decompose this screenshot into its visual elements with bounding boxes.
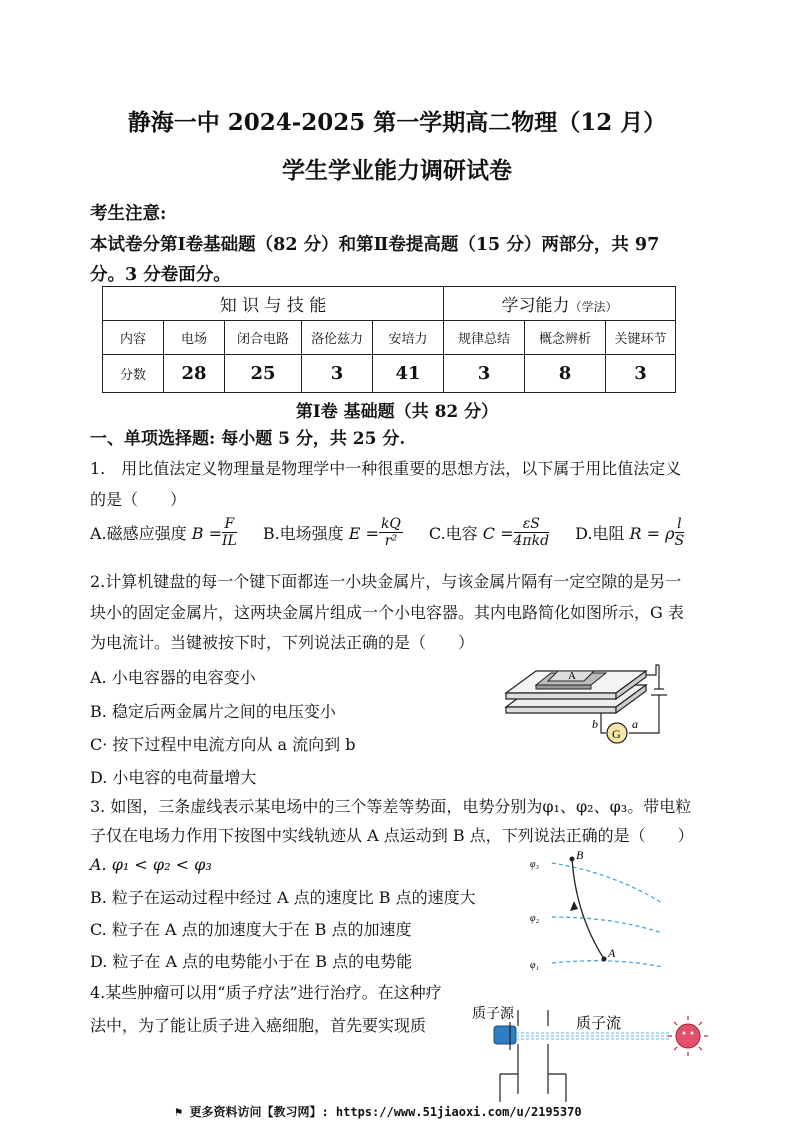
q4-line1: 4.某些肿瘤可以用“质子疗法”进行治疗。在这种疗 (90, 983, 442, 1002)
table-cell: 41 (373, 355, 444, 393)
table-group-knowledge: 知 识 与 技 能 (103, 287, 444, 321)
fig-a-label: a (632, 717, 638, 731)
q3-option-a: A. φ₁ < φ₂ < φ₃ (90, 855, 212, 874)
table-cell: 分数 (103, 355, 164, 393)
table-cell: 洛伦兹力 (302, 321, 373, 355)
table-cell: 3 (302, 355, 373, 393)
notice-line1: 本试卷分第Ⅰ卷基础题（82 分）和第Ⅱ卷提高题（15 分）两部分，共 97 (90, 235, 660, 255)
q1-option-a: A.磁感应强度 B = (90, 524, 222, 543)
section-subheading: 一、单项选择题: 每小题 5 分，共 25 分. (90, 429, 406, 449)
table-cell: 8 (525, 355, 606, 393)
q1-option-c: C.电容 C = (428, 524, 514, 543)
q1-a-fraction: $\frac{F}{IL}$ (222, 516, 237, 549)
table-cell: 规律总结 (444, 321, 525, 355)
table-cell: 28 (164, 355, 225, 393)
table-score-row (103, 355, 676, 393)
table-cell: 25 (225, 355, 302, 393)
q1-c-fraction: $\frac{\varepsilon S}{\text{4πkd}}$ (513, 516, 550, 549)
q4-line2: 法中，为了能让质子进入癌细胞，首先要实现质 (90, 1016, 427, 1035)
fig-phi1-label: φ₁ (530, 960, 540, 971)
cancer-cell-icon (676, 1024, 700, 1048)
q2-line3: 为电流计。当键被按下时，下列说法正确的是（ ） (90, 633, 475, 652)
table-cell: 内容 (103, 321, 164, 355)
q2-option-c: C· 按下过程中电流方向从 a 流向到 b (90, 735, 356, 754)
table-cell: 闭合电路 (225, 321, 302, 355)
table-group-ability (444, 287, 676, 321)
page-title: 静海一中 2024-2025 第一学期高二物理（12 月） (127, 109, 667, 136)
q1-d-fraction: $\frac{l}{S}$ (674, 516, 685, 549)
q3-option-b: B. 粒子在运动过程中经过 A 点的速度比 B 点的速度大 (90, 888, 476, 907)
fig-flow-label: 质子流 (576, 1016, 622, 1032)
table-cell: 3 (444, 355, 525, 393)
q2-line2: 块小的固定金属片，这两块金属片组成一个小电容器。其内电路简化如图所示，G 表 (90, 603, 684, 622)
section-heading: 第Ⅰ卷 基础题（共 82 分） (295, 402, 499, 422)
footer-text: 更多资料访问【教习网】: https://www.51jiaoxi.com/u/2195370 (189, 1105, 582, 1119)
q1-line1: 1. 用比值法定义物理量是物理学中一种很重要的思想方法，以下属于用比值法定义 (90, 459, 682, 478)
fig-phi2-label: φ₂ (530, 913, 540, 924)
q2-line1: 2.计算机键盘的每一个键下面都连一小块金属片，与该金属片隔有一定空隙的是另一 (90, 572, 682, 591)
table-cell: 概念辨析 (525, 321, 606, 355)
proton-therapy-figure (470, 998, 726, 1102)
page-subtitle: 学生学业能力调研试卷 (282, 157, 512, 184)
q3-line2: 子仅在电场力作用下按图中实线轨迹从 A 点运动到 B 点，下列说法正确的是（ ） (90, 826, 694, 845)
q1-option-b: B.电场强度 E = (262, 524, 379, 543)
q1-line2: 的是（ ） (90, 490, 187, 509)
q1-options (90, 516, 684, 549)
fig-point-b: B (576, 848, 584, 862)
fig-source-label: 质子源 (472, 1007, 514, 1022)
q3-line1: 3. 如图，三条虚线表示某电场中的三个等差等势面，电势分别为φ₁、φ₂、φ₃。带电粒 (90, 797, 692, 816)
fig-b-label: b (592, 717, 598, 731)
ability-label: 学习能力 (501, 296, 570, 316)
flag-icon: ⚑ (175, 1105, 190, 1119)
fig-key-label: A (568, 670, 576, 682)
fig-point-a: A (608, 946, 616, 960)
notice-line2: 分。3 分卷面分。 (90, 265, 231, 285)
q3-option-d: D. 粒子在 A 点的电势能小于在 B 点的电势能 (90, 952, 413, 971)
score-table (102, 286, 676, 393)
fig-phi3-label: φ₃ (530, 859, 540, 870)
fig-g-label: G (612, 727, 621, 741)
table-cell: 电场 (164, 321, 225, 355)
equipotential-figure (524, 845, 674, 975)
ability-note: （学法） (569, 300, 618, 314)
q2-option-d: D. 小电容的电荷量增大 (90, 768, 257, 787)
q2-option-b: B. 稳定后两金属片之间的电压变小 (90, 702, 336, 721)
table-cell: 安培力 (373, 321, 444, 355)
keyboard-capacitor-figure (496, 655, 686, 750)
footer-link[interactable] (175, 1103, 582, 1120)
notice-label: 考生注意: (90, 204, 167, 224)
q2-option-a: A. 小电容器的电容变小 (90, 668, 256, 687)
table-cell: 关键环节 (606, 321, 676, 355)
q1-option-d: D.电阻 R = ρ (575, 524, 675, 543)
q3-option-c: C. 粒子在 A 点的加速度大于在 B 点的加速度 (90, 920, 412, 939)
table-cell: 3 (606, 355, 676, 393)
q1-b-fraction: $\frac{kQ}{\text{r²}}$ (380, 516, 401, 549)
table-header-row (103, 321, 676, 355)
